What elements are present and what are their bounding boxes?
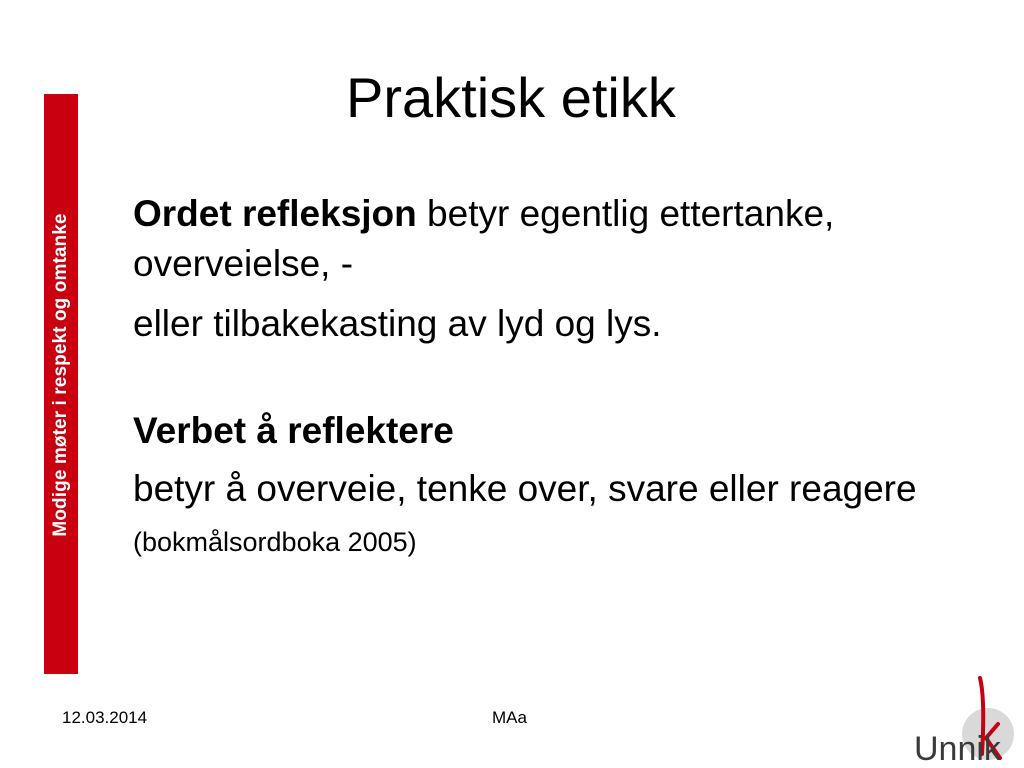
- footer-date: 12.03.2014: [62, 708, 148, 727]
- source-citation: (bokmålsordboka 2005): [133, 527, 417, 557]
- side-banner-text: Modige møter i respekt og omtanke: [50, 213, 71, 537]
- unnik-logo: [900, 676, 1015, 766]
- paragraph-alternate-meaning: eller tilbakekasting av lyd og lys.: [133, 303, 662, 344]
- verb-definition-text: betyr å overveie, tenke over, svare eller reagere: [133, 468, 917, 509]
- slide-title: Praktisk etikk: [346, 66, 676, 129]
- definition-text: betyr egentlig ettertanke, overveielse, -: [133, 193, 835, 284]
- heading-verbet: Verbet å reflektere: [133, 410, 454, 451]
- paragraph-verb-definition: [133, 464, 973, 567]
- slide-body: [133, 189, 973, 567]
- footer-author: MAa: [492, 708, 527, 727]
- logo-text: Unnik: [914, 730, 1001, 766]
- term-ordet-refleksjon: Ordet refleksjon: [133, 193, 417, 234]
- paragraph-definition: [133, 189, 973, 289]
